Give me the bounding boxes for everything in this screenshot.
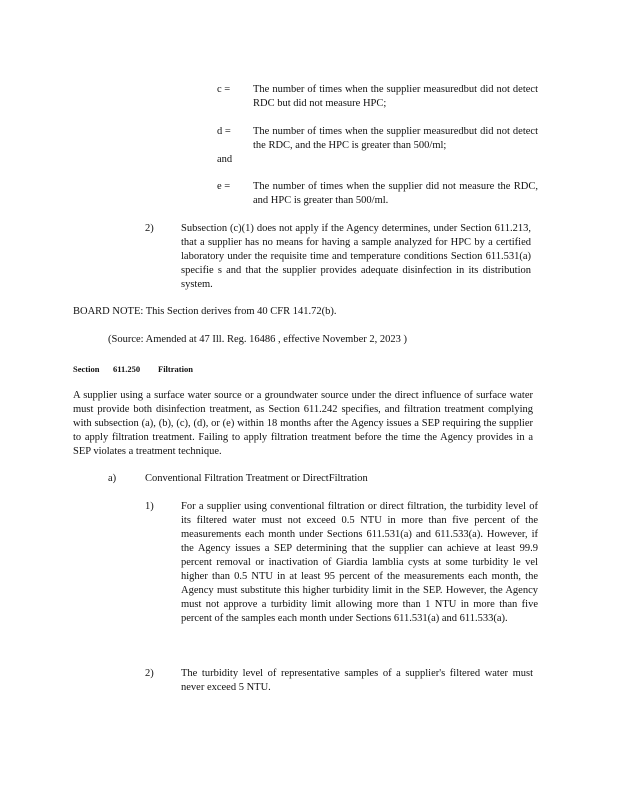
a1-label: 1) <box>145 501 154 512</box>
section-title: Filtration <box>158 364 193 374</box>
source-note: (Source: Amended at 47 Ill. Reg. 16486 , effective November 2, 2023 ) <box>108 334 407 345</box>
sub-a-label: a) <box>108 473 117 484</box>
def-d-and: and <box>217 154 233 165</box>
a1-text: For a supplier using conventional filtration or direct filtration, the turbidity level of its filtered water must not exceed 0.5 NTU in more than five percent of the measurements each month under Sections 611.531(a) and 611.533(a). However, if the Agency issues a SEP determining that the supplier can achieve at least 99.9 percent removal or inactivation of Giardia lamblia cysts at some turbidity le vel higher than 0.5 NTU in at least 95 percent of the measurements each month, the Agency must substitute this higher turbidity limit in the SEP. However, the Agency must not approve a turbidity limit allowing more than 1 NTU in more than five percent of the samples each month under Sections 611.531(a) and 611.533(a). <box>181 501 538 624</box>
section-label: Section <box>73 364 100 374</box>
def-e-text: The number of times when the supplier did not measure the RDC, and HPC is greater than 500/ml. <box>253 181 538 206</box>
para2-label: 2) <box>145 223 154 234</box>
a2-text: The turbidity level of representative samples of a supplier's filtered water must never exceed 5 NTU. <box>181 668 533 693</box>
board-note: BOARD NOTE: This Section derives from 40 CFR 141.72(b). <box>73 306 337 317</box>
def-d-text: The number of times when the supplier measuredbut did not detect the RDC, and the HPC is greater than 500/ml; <box>253 126 538 151</box>
section-number: 611.250 <box>113 364 141 374</box>
def-c-text: The number of times when the supplier measuredbut did not detect RDC but did not measure HPC; <box>253 84 538 109</box>
intro-paragraph: A supplier using a surface water source or a groundwater source under the direct influence of surface water must provide both disinfection treatment, as Section 611.242 specifies, and filtration treatment complying with subsection (a), (b), (c), (d), or (e) within 18 months after the Agency issues a SEP requiring the supplier to apply filtration treatment. Failing to apply filtration treatment before the time the Agency provides in a SEP violates a treatment technique. <box>73 390 533 457</box>
def-e-label: e = <box>217 181 231 192</box>
para2-text: Subsection (c)(1) does not apply if the Agency determines, under Section 611.213, that a supplier has no means for having a sample analyzed for HPC by a certified laboratory under the requisite time and temperature conditions Section 611.531(a) specifie s and that the supplier provides adequate disinfection in its distribution system. <box>181 223 531 290</box>
def-c-label: c = <box>217 84 231 95</box>
def-d-label: d = <box>217 126 231 137</box>
sub-a-title: Conventional Filtration Treatment or DirectFiltration <box>145 473 368 484</box>
a2-label: 2) <box>145 668 154 679</box>
